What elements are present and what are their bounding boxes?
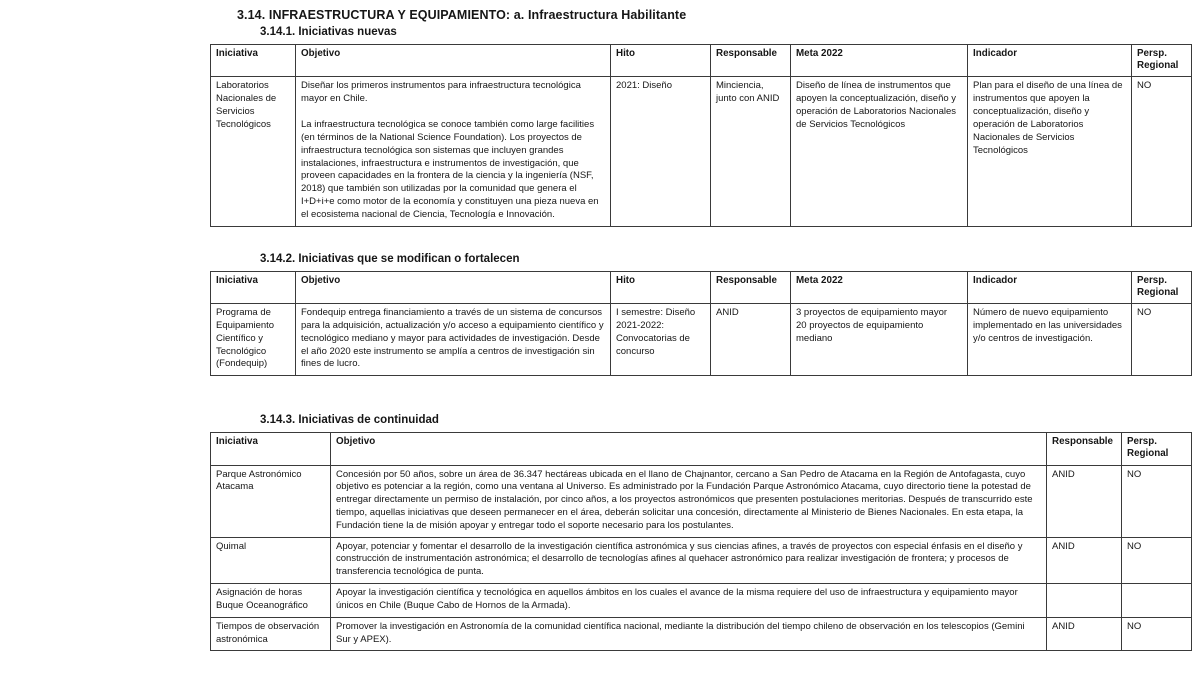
col-header-indicador: Indicador xyxy=(968,45,1132,77)
cell-objetivo: Apoyar la investigación científica y tecnológica en aquellos ámbitos en los cuales el avance de la misma requiere del uso de infraestructura y equipamiento mayor únicos en Chile (Buque Cabo de Hornos de la Armada). xyxy=(331,584,1047,618)
cell-indicador: Número de nuevo equipamiento implementado en las universidades y/o centros de investigación. xyxy=(968,304,1132,376)
cell-responsable: ANID xyxy=(1047,537,1122,583)
col-header-responsable: Responsable xyxy=(711,45,791,77)
cell-persp-regional xyxy=(1122,584,1192,618)
cell-objetivo: Apoyar, potenciar y fomentar el desarrollo de la investigación científica astronómica y sus ciencias afines, a través de proyectos con especial énfasis en el diseño y construcción de instrumentación astronómica; el desarrollo de tecnologías afines al quehacer astronómico para realizar investigación de frontera; y procesos de transferencia tecnológica de punta. xyxy=(331,537,1047,583)
table-row xyxy=(211,537,1192,583)
section-heading-3141: 3.14.1. Iniciativas nuevas xyxy=(260,26,397,38)
table-iniciativas-continuidad xyxy=(210,432,1192,651)
table-header-row xyxy=(211,433,1192,465)
cell-objetivo: Promover la investigación en Astronomía de la comunidad científica nacional, mediante la distribución del tiempo chileno de observación en los telescopios (Gemini Sur y APEX). xyxy=(331,617,1047,651)
document-page xyxy=(210,8,1191,651)
table-row xyxy=(211,77,1192,226)
cell-hito xyxy=(611,304,711,376)
col-header-iniciativa: Iniciativa xyxy=(211,271,296,303)
meta-line-1: 3 proyectos de equipamiento mayor xyxy=(796,307,948,319)
cell-persp-regional: NO xyxy=(1122,617,1192,651)
cell-responsable: Minciencia, junto con ANID xyxy=(711,77,791,226)
cell-indicador: Plan para el diseño de una línea de instrumentos que apoyen la conceptualización, diseño y operación de Laboratorios Nacionales de Servicios Tecnológicos xyxy=(968,77,1132,226)
table-header-row xyxy=(211,45,1192,77)
table-header-row xyxy=(211,271,1192,303)
col-header-meta: Meta 2022 xyxy=(791,271,968,303)
table-row xyxy=(211,465,1192,537)
cell-meta: Diseño de línea de instrumentos que apoyen la conceptualización, diseño y operación de Laboratorios Nacionales de Servicios Tecnológicos xyxy=(791,77,968,226)
hito-line-1: I semestre: Diseño xyxy=(616,307,696,319)
cell-responsable: ANID xyxy=(1047,617,1122,651)
page-title: 3.14. INFRAESTRUCTURA Y EQUIPAMIENTO: a. Infraestructura Habilitante xyxy=(237,8,687,22)
table-iniciativas-nuevas xyxy=(210,44,1192,227)
section-heading-3142: 3.14.2. Iniciativas que se modifican o fortalecen xyxy=(260,252,520,265)
cell-objetivo xyxy=(296,77,611,226)
col-header-objetivo: Objetivo xyxy=(296,45,611,77)
meta-line-2: 20 proyectos de equipamiento mediano xyxy=(796,319,924,344)
col-header-hito: Hito xyxy=(611,271,711,303)
cell-hito: 2021: Diseño xyxy=(611,77,711,226)
col-header-responsable: Responsable xyxy=(711,271,791,303)
table-iniciativas-modifican xyxy=(210,271,1192,377)
cell-iniciativa: Programa de Equipamiento Científico y Tecnológico (Fondequip) xyxy=(211,304,296,376)
cell-iniciativa: Parque Astronómico Atacama xyxy=(211,465,331,537)
cell-responsable xyxy=(1047,584,1122,618)
objetivo-paragraph-2: La infraestructura tecnológica se conoce también como large facilities (en términos de la National Science Foundation). Los proyectos de infraestructura tecnológica son sistemas que incluyen grandes instalaciones, infraestructura e instrumentos de investigación, que proveen capacidades en la frontera de la ciencia y la ingeniería (NSF, 2018) que también son utilizadas por la comunidad que genera el I+D+i+e como motor de la economía y constituyen una pieza nueva en el ecosistema nacional de Ciencia, Tecnología e Innovación. xyxy=(301,119,599,220)
cell-iniciativa: Quimal xyxy=(211,537,331,583)
col-header-persp-regional: Persp. Regional xyxy=(1122,433,1192,465)
col-header-objetivo: Objetivo xyxy=(331,433,1047,465)
cell-objetivo: Fondequip entrega financiamiento a través de un sistema de concursos para la adquisición, actualización y/o acceso a equipamiento científico y tecnológico mediano y mayor para actividades de investigación. Desde el año 2020 este instrumento se amplía a centros de investigación sin fines de lucro. xyxy=(296,304,611,376)
col-header-indicador: Indicador xyxy=(968,271,1132,303)
cell-persp-regional: NO xyxy=(1132,304,1192,376)
table-row xyxy=(211,617,1192,651)
col-header-objetivo: Objetivo xyxy=(296,271,611,303)
cell-responsable: ANID xyxy=(1047,465,1122,537)
section-heading-3143: 3.14.3. Iniciativas de continuidad xyxy=(260,414,439,427)
col-header-persp-regional: Persp. Regional xyxy=(1132,45,1192,77)
col-header-iniciativa: Iniciativa xyxy=(211,45,296,77)
col-header-meta: Meta 2022 xyxy=(791,45,968,77)
cell-responsable: ANID xyxy=(711,304,791,376)
objetivo-paragraph-1: Diseñar los primeros instrumentos para infraestructura tecnológica mayor en Chile. xyxy=(301,80,581,105)
col-header-iniciativa: Iniciativa xyxy=(211,433,331,465)
table-row xyxy=(211,304,1192,376)
col-header-persp-regional: Persp. Regional xyxy=(1132,271,1192,303)
cell-iniciativa: Asignación de horas Buque Oceanográfico xyxy=(211,584,331,618)
cell-persp-regional: NO xyxy=(1122,465,1192,537)
cell-objetivo: Concesión por 50 años, sobre un área de 36.347 hectáreas ubicada en el llano de Chajnantor, cercano a San Pedro de Atacama en la Región de Antofagasta, cuyo objetivo es potenciar a la región, como una ventana al Universo. Es administrado por la Fundación Parque Astronómico Atacama, cuyo directorio tiene la potestad de entregar directamente un permiso de instalación, por cinco años, a los proyectos astronómicos que presenten postulaciones meritorias. Después de transcurrido este tiempo, aquellas iniciativas que deseen permanecer en el área, deberán solicitar una concesión, directamente al Ministerio de Bienes Nacionales. En esta etapa, la Fundación tiene la de misión apoyar y entregar todo el soporte necesario para los postulantes. xyxy=(331,465,1047,537)
cell-iniciativa: Tiempos de observación astronómica xyxy=(211,617,331,651)
hito-line-2: 2021-2022: Convocatorias de concurso xyxy=(616,319,690,357)
col-header-hito: Hito xyxy=(611,45,711,77)
cell-persp-regional: NO xyxy=(1132,77,1192,226)
cell-meta xyxy=(791,304,968,376)
cell-persp-regional: NO xyxy=(1122,537,1192,583)
table-row xyxy=(211,584,1192,618)
cell-iniciativa: Laboratorios Nacionales de Servicios Tecnológicos xyxy=(211,77,296,226)
col-header-responsable: Responsable xyxy=(1047,433,1122,465)
